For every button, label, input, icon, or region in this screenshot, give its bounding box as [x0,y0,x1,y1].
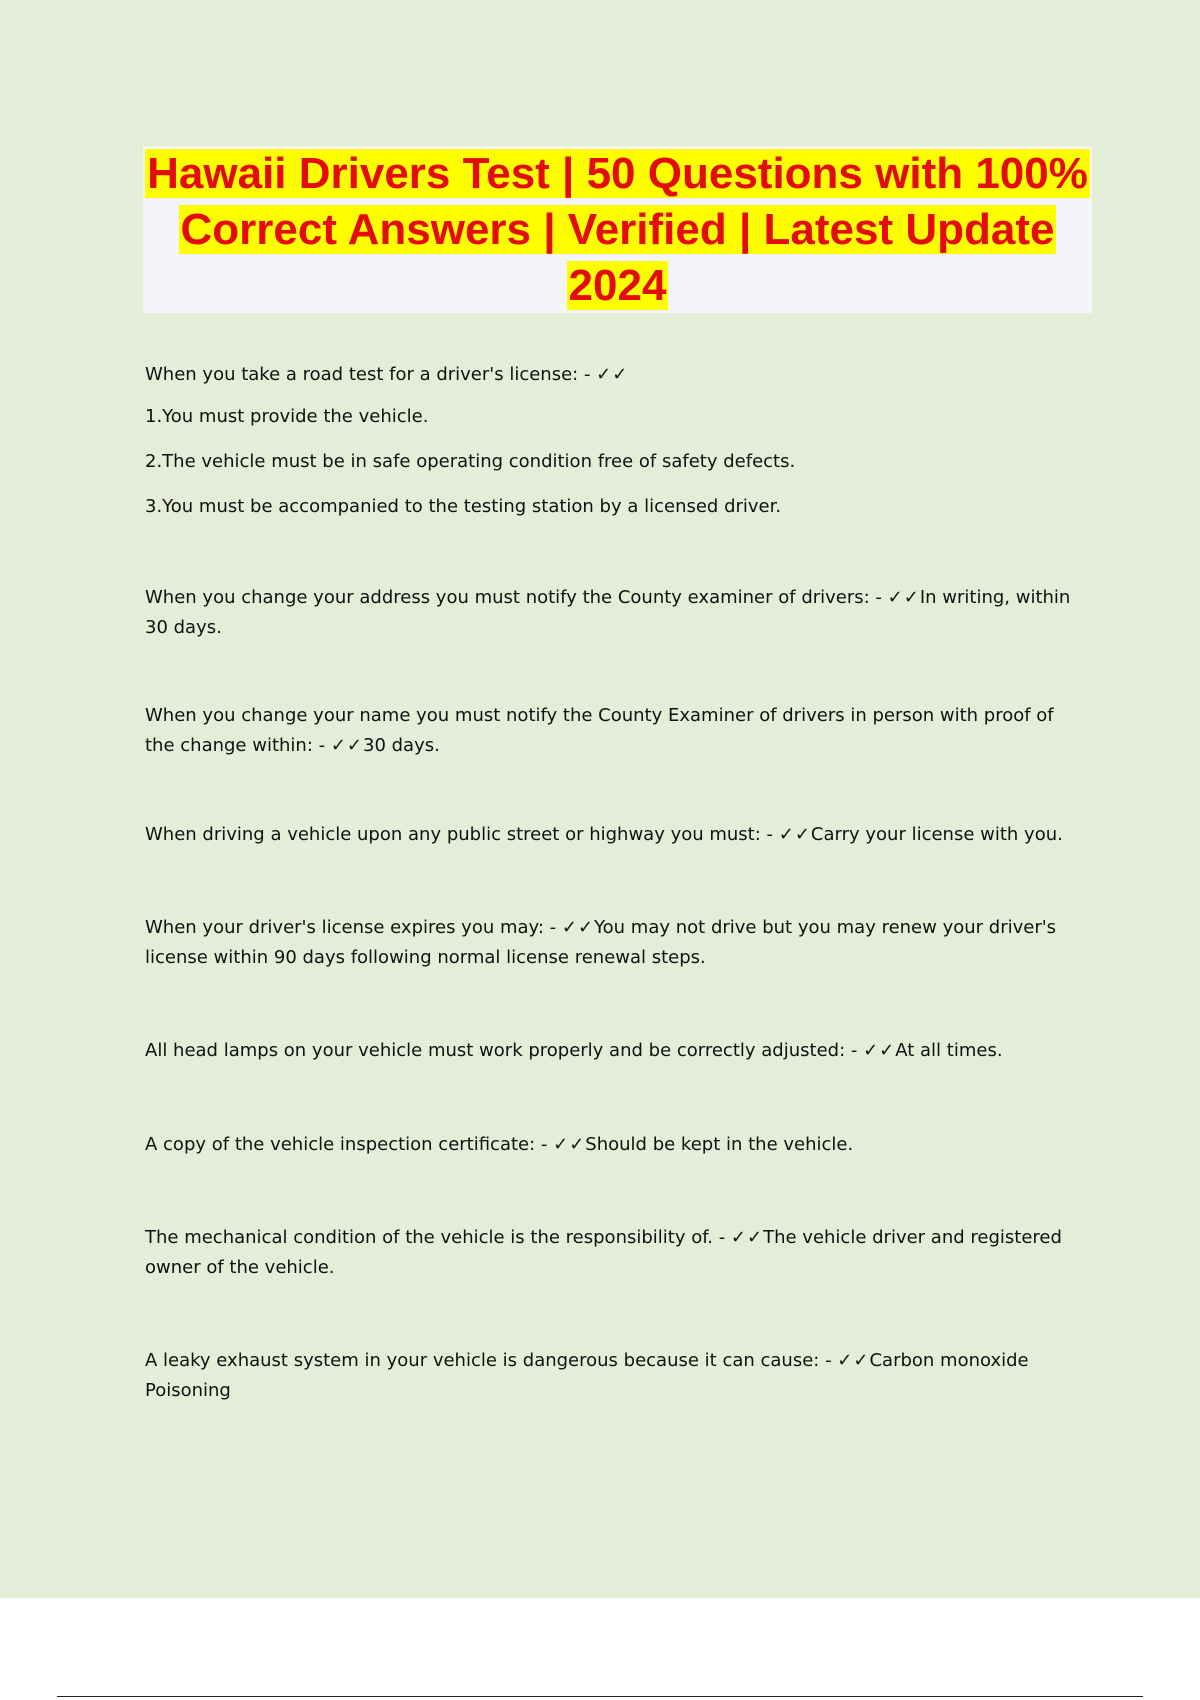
check-icon: ✓✓ [778,824,811,845]
answer-text: The vehicle driver and registered owner of the vehicle. [145,1227,1062,1278]
answer-text: In writing, within 30 days. [145,587,1071,638]
answer-text: Carry your license with you. [810,824,1063,845]
check-icon: ✓✓ [596,364,629,385]
answer-text: At all times. [895,1040,1003,1061]
answer-text: 30 days. [363,735,440,756]
question-text: When you change your name you must notify the County Examiner of drivers in person with proof of the change within: - [145,705,1054,756]
check-icon: ✓✓ [330,735,363,756]
qa-item-license-expires [145,913,1085,973]
check-icon: ✓✓ [730,1227,764,1248]
question-text: When your driver's license expires you may: - [145,917,562,938]
question-text: The mechanical condition of the vehicle is the responsibility of. - [145,1227,731,1248]
qa-item-name-change [145,701,1085,761]
question-text: All head lamps on your vehicle must work properly and be correctly adjusted: - [145,1040,864,1061]
check-icon: ✓✓ [553,1134,586,1155]
question-text: A leaky exhaust system in your vehicle is dangerous because it can cause: - [145,1350,838,1371]
document-title: Hawaii Drivers Test | 50 Questions with 100% Correct Answers | Verified | Latest Update 2024 [147,149,1088,310]
document-title-box [143,146,1092,313]
qa-item-inspection-certificate [145,1130,1085,1160]
qa-item-public-street [145,820,1085,850]
question-text: When driving a vehicle upon any public street or highway you must: - [145,824,779,845]
question-text: When you take a road test for a driver's license: - [145,364,597,385]
qa-item-exhaust-system [145,1346,1085,1406]
answer-text: You may not drive but you may renew your driver's license within 90 days following normal license renewal steps. [145,917,1057,968]
qa-content [145,360,1085,1406]
qa-item-road-test [145,360,1085,390]
question-text: A copy of the vehicle inspection certificate: - [145,1134,554,1155]
qa-item-address [145,583,1085,643]
check-icon: ✓✓ [837,1350,870,1371]
list-item: 2.The vehicle must be in safe operating condition free of safety defects. [145,451,796,472]
answer-text: Carbon monoxide Poisoning [145,1350,1029,1401]
list-item: 1.You must provide the vehicle. [145,406,429,427]
answer-text: Should be kept in the vehicle. [585,1134,854,1155]
qa-item-mechanical-condition [145,1223,1085,1283]
check-icon: ✓✓ [887,587,920,608]
question-text: When you change your address you must notify the County examiner of drivers: - [145,587,888,608]
qa-item-head-lamps [145,1036,1085,1066]
footer-divider [57,1696,1143,1697]
check-icon: ✓✓ [863,1040,896,1061]
list-item: 3.You must be accompanied to the testing station by a licensed driver. [145,496,782,517]
check-icon: ✓✓ [561,917,595,938]
